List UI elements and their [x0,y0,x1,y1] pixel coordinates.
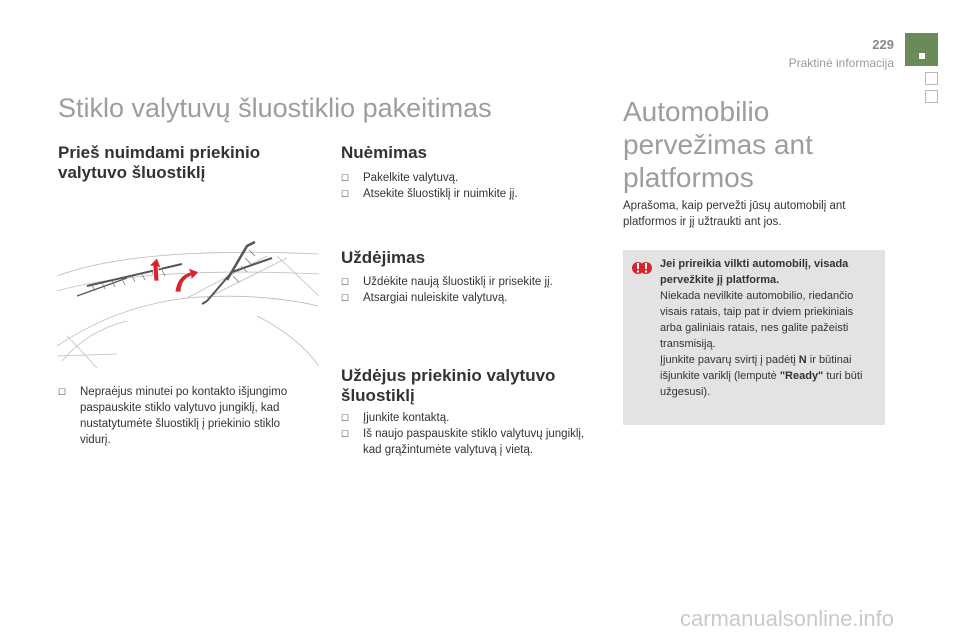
list-item: ☐ Pakelkite valytuvą. [341,172,459,184]
warning-box [623,250,885,425]
removal-steps [341,170,591,202]
warning-icon [632,258,652,278]
list-item: ☐ Uždėkite naują šluostiklį ir prisekite jį. [341,276,553,288]
list-item: ☐ Nepraėjus minutei po kontakto išjungimo paspauskite stiklo valytuvo jungiklį, kad nustatytumėte šluostiklį į priekinio stiklo vidurį. [58,386,288,446]
list-item: ☐ Atsekite šluostiklį ir nuimkite jį. [341,188,518,200]
bullet-arrow-icon: ☐ [341,429,350,439]
page-title: Stiklo valytuvų šluostiklio pakeitimas [58,93,492,123]
list-item: ☐ Iš naujo paspauskite stiklo valytuvų jungiklį, kad grąžintumėte valytuvą į vietą. [341,428,585,456]
wiper-illustration [57,236,319,368]
bullet-arrow-icon: ☐ [58,387,67,397]
towing-intro: Aprašoma, kaip pervežti jūsų automobilį ant platformos ir jį užtraukti ant jos. [623,200,846,228]
gear-position: N [798,354,807,366]
bullet-arrow-icon: ☐ [341,173,350,183]
before-removal-steps [58,384,308,448]
chapter-tab-next[interactable] [925,72,938,85]
heading-before-removal: Prieš nuimdami priekinio valytuvo šluostiklį [58,143,261,182]
warning-text [660,256,878,400]
heading-removal: Nuėmimas [341,143,427,162]
tab-marker-icon [919,53,925,59]
ready-indicator: "Ready" [779,370,824,382]
heading-installation: Uždėjimas [341,248,426,267]
warning-body-1: Niekada nevilkite automobilio, riedančio visais ratais, taip pat ir dviem priekiniais arba galiniais ratais, nes galite pažeisti transmisiją. [660,290,854,350]
section-title-towing: Automobilio pervežimas ant platformos [623,96,813,193]
warning-body-2: Įjunkite pavarų svirtį į padėtį N ir būtinai išjunkite variklį (lemputė "Ready" turi būti užgesusi). [660,354,863,398]
bullet-arrow-icon: ☐ [341,277,350,287]
heading-after-installation: Uždėjus priekinio valytuvo šluostiklį [341,366,556,405]
page-number: 229 [872,37,894,52]
chapter-tab-active[interactable] [905,33,938,66]
warning-heading: Jei prireikia vilkti automobilį, visada pervežkite jį platforma. [660,258,849,286]
installation-steps [341,274,591,306]
list-item: ☐ Įjunkite kontaktą. [341,412,450,424]
chapter-tab-next-2[interactable] [925,90,938,103]
section-label: Praktinė informacija [788,56,894,70]
bullet-arrow-icon: ☐ [341,293,350,303]
list-item: ☐ Atsargiai nuleiskite valytuvą. [341,292,508,304]
watermark: carmanualsonline.info [680,606,895,631]
after-installation-steps [341,410,596,458]
bullet-arrow-icon: ☐ [341,189,350,199]
bullet-arrow-icon: ☐ [341,413,350,423]
